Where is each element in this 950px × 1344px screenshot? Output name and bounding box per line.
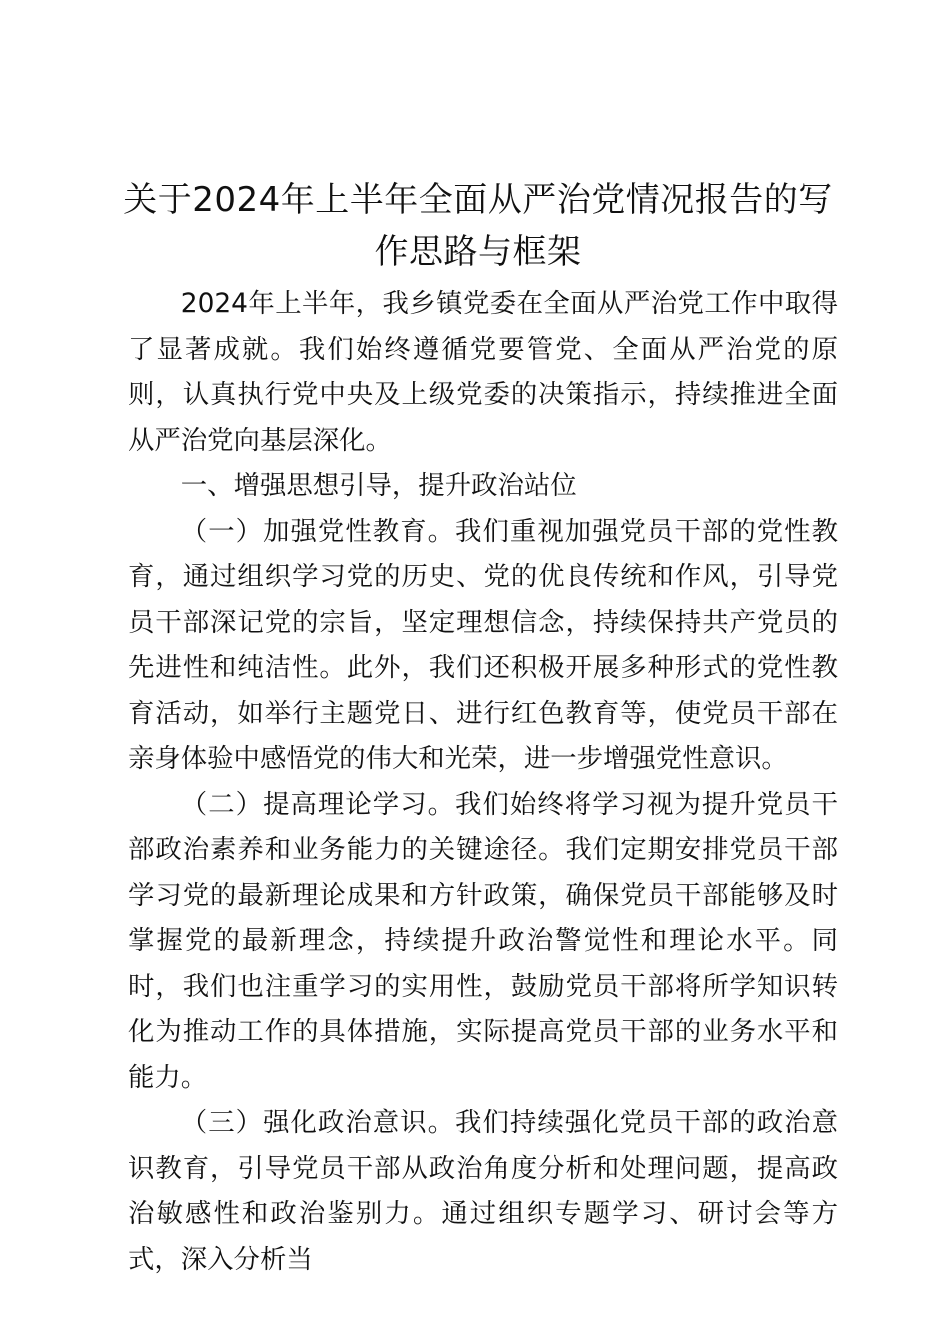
subsection-paragraph-1: （一）加强党性教育。我们重视加强党员干部的党性教育，通过组织学习党的历史、党的优良传统和作风，引导党员干部深记党的宗旨，坚定理想信念，持续保持共产党员的先进性和纯洁性。此外，我们还积极开展多种形式的党性教育活动，如举行主题党日、进行红色教育等，使党员干部在亲身体验中感悟党的伟大和光荣，进一步增强党性意识。 (128, 515, 838, 774)
section-heading-1: 一、增强思想引导，提升政治站位 (180, 470, 577, 501)
subsection-paragraph-2: （二）提高理论学习。我们始终将学习视为提升党员干部政治素养和业务能力的关键途径。我们定期安排党员干部学习党的最新理论成果和方针政策，确保党员干部能够及时掌握党的最新理念，持续提升政治警觉性和理论水平。同时，我们也注重学习的实用性，鼓励党员干部将所学知识转化为推动工作的具体措施，实际提高党员干部的业务水平和能力。 (128, 788, 838, 1093)
document-title: 关于2024年上半年全面从严治党情况报告的写作思路与框架 (123, 180, 833, 272)
document-body (128, 281, 838, 1282)
intro-paragraph: 2024年上半年，我乡镇党委在全面从严治党工作中取得了显著成就。我们始终遵循党要管党、全面从严治党的原则，认真执行党中央及上级党委的决策指示，持续推进全面从严治党向基层深化。 (128, 288, 838, 456)
subsection-paragraph-3: （三）强化政治意识。我们持续强化党员干部的政治意识教育，引导党员干部从政治角度分析和处理问题，提高政治敏感性和政治鉴别力。通过组织专题学习、研讨会等方式，深入分析当 (128, 1107, 838, 1275)
